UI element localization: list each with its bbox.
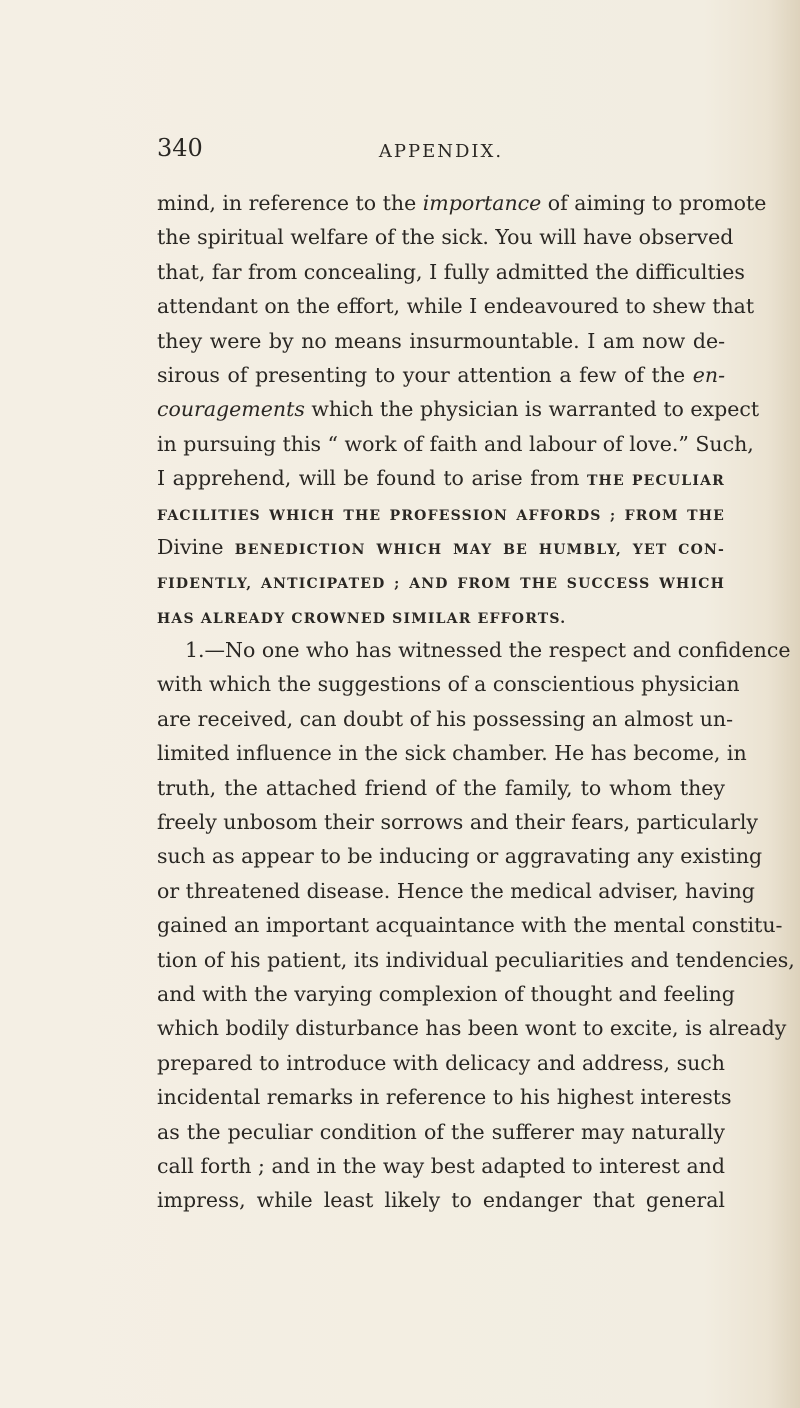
text-line: [157, 702, 734, 736]
small-caps-text: FACILITIES WHICH THE PROFESSION AFFORDS ; FROM THE: [157, 507, 725, 524]
text-line: [157, 667, 740, 701]
text-line: [157, 908, 783, 942]
page-header: [157, 126, 725, 166]
text-line: [157, 461, 725, 495]
text-segment: truth, the attached friend of the family, to whom they: [157, 775, 725, 800]
text-segment: tion of his patient, its individual peculiarities and tendencies,: [157, 947, 795, 972]
text-line: [157, 943, 795, 977]
text-line: [157, 427, 754, 461]
text-line: [157, 564, 725, 598]
text-segment: the spiritual welfare of the sick. You will have observed: [157, 225, 734, 250]
text-segment: Divine: [157, 534, 235, 559]
text-line: [157, 496, 725, 530]
text-segment: limited influence in the sick chamber. He has become, in: [157, 741, 747, 766]
text-segment: of aiming to promote: [541, 191, 767, 215]
text-line: [157, 633, 791, 667]
text-segment: freely unbosom their sorrows and their fears, particularly: [157, 810, 758, 835]
text-line: [157, 977, 735, 1011]
small-caps-text: HAS ALREADY CROWNED SIMILAR EFFORTS.: [157, 610, 567, 627]
text-line: [157, 1115, 725, 1149]
text-segment: which bodily disturbance has been wont to excite, is already: [157, 1016, 787, 1041]
text-line: [157, 186, 767, 220]
small-caps-text: BENEDICTION WHICH MAY BE HUMBLY, YET CON-: [234, 541, 726, 558]
text-line: [157, 220, 734, 254]
text-segment: with which the suggestions of a conscientious physician: [157, 672, 740, 697]
text-segment: or threatened disease. Hence the medical adviser, having: [157, 878, 755, 903]
text-segment: 1.—No one who has witnessed the respect and confidence: [185, 638, 791, 663]
text-line: [157, 392, 760, 426]
text-line: [157, 771, 725, 805]
text-line: [157, 530, 725, 564]
text-line: [157, 839, 763, 873]
text-segment: incidental remarks in reference to his highest interests: [157, 1085, 732, 1110]
italic-text: en-: [692, 362, 725, 387]
text-line: [157, 1149, 725, 1183]
text-line: [157, 289, 755, 323]
text-line: [157, 874, 755, 908]
text-segment: prepared to introduce with delicacy and address, such: [157, 1050, 725, 1075]
text-segment: that, far from concealing, I fully admitted the difficulties: [157, 259, 745, 284]
page-number: 340: [157, 134, 203, 162]
text-segment: they were by no means insurmountable. I am now de-: [157, 328, 725, 353]
italic-text: importance: [422, 191, 542, 215]
text-segment: which the physician is warranted to expect: [304, 397, 760, 422]
text-line: [157, 1183, 725, 1217]
italic-text: couragements: [157, 397, 305, 422]
text-line: [157, 324, 725, 358]
text-line: [157, 1011, 787, 1045]
text-line: [157, 805, 758, 839]
text-segment: such as appear to be inducing or aggravating any existing: [157, 844, 763, 869]
text-segment: call forth ; and in the way best adapted to interest and: [157, 1153, 725, 1178]
text-segment: mind, in reference to the: [157, 191, 423, 215]
text-segment: impress, while least likely to endanger that general: [157, 1188, 725, 1213]
text-segment: I apprehend, will be found to arise from: [157, 466, 587, 491]
text-line: [157, 599, 725, 633]
text-line: [157, 255, 745, 289]
running-head: APPENDIX.: [378, 141, 504, 162]
text-segment: as the peculiar condition of the sufferer may naturally: [157, 1119, 725, 1144]
text-segment: and with the varying complexion of thought and feeling: [157, 981, 735, 1006]
text-segment: attendant on the effort, while I endeavoured to shew that: [157, 294, 755, 319]
text-line: [157, 358, 725, 392]
text-segment: sirous of presenting to your attention a few of the: [157, 362, 693, 387]
body-text: [157, 186, 795, 1218]
text-segment: gained an important acquaintance with the mental constitu-: [157, 913, 783, 938]
text-segment: are received, can doubt of his possessing an almost un-: [157, 706, 734, 731]
text-line: [157, 1080, 732, 1114]
small-caps-text: FIDENTLY, ANTICIPATED ; AND FROM THE SUCCESS WHICH: [157, 576, 725, 593]
small-caps-text: THE PECULIAR: [586, 473, 725, 490]
text-line: [157, 736, 747, 770]
text-line: [157, 1046, 725, 1080]
text-segment: in pursuing this “ work of faith and labour of love.” Such,: [157, 431, 754, 456]
